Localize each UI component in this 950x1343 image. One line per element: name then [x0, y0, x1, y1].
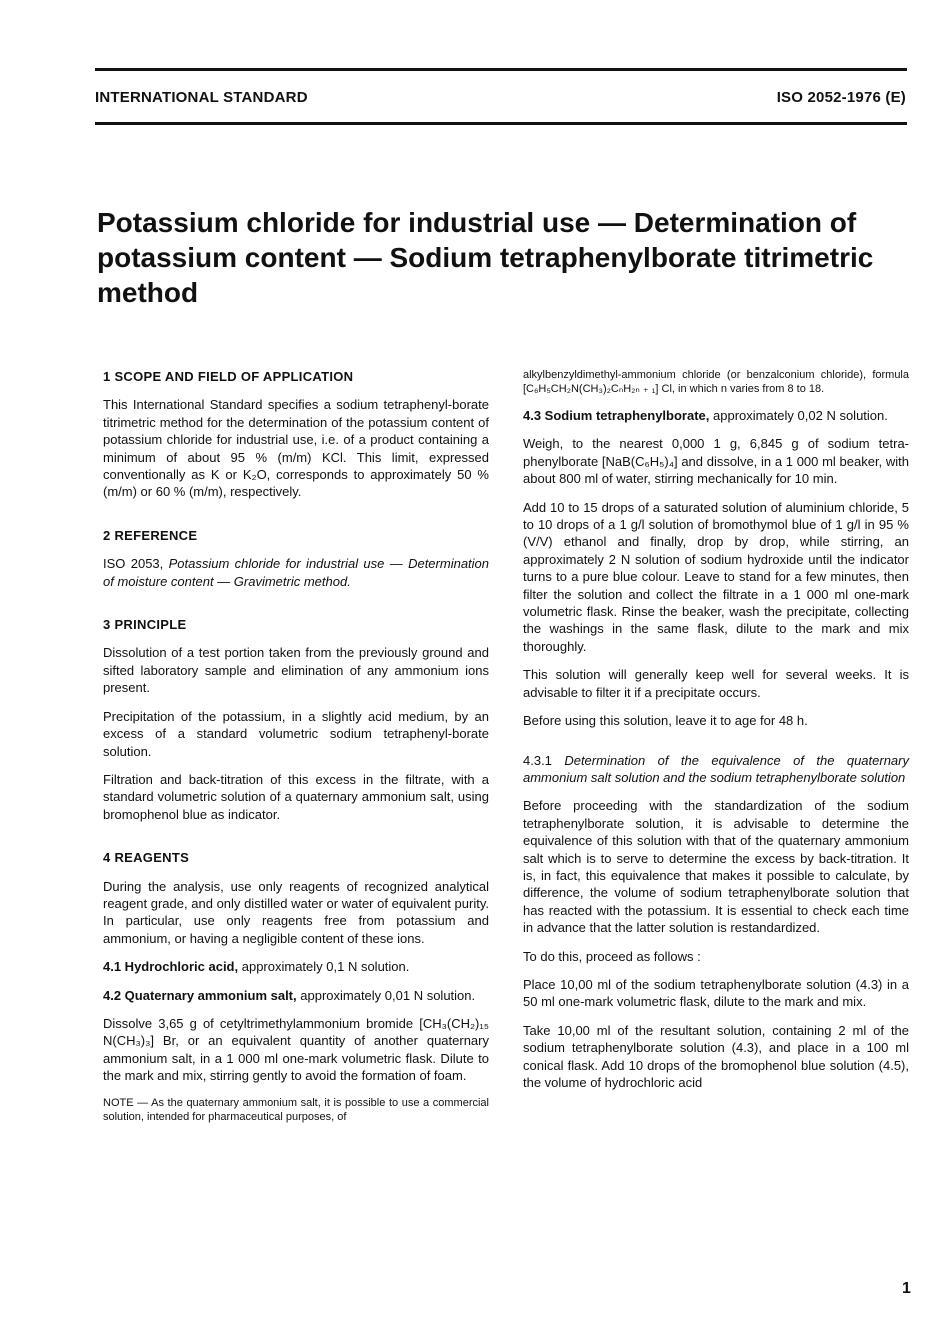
- section-heading-principle: 3 PRINCIPLE: [103, 617, 187, 633]
- left-column: [103, 368, 489, 1135]
- reagents-paragraph: During the analysis, use only reagents of recognized analytical reagent grade, and only distilled water or water of equivalent purity. In particular, use only reagents free from potassium and ammonium, or having a negligible content of these ions.: [103, 878, 489, 946]
- header-standard-label: INTERNATIONAL STANDARD: [95, 89, 308, 106]
- reference-code: ISO 2053,: [103, 556, 164, 572]
- reagent-4-2-text: approximately 0,01 N solution.: [300, 987, 476, 1003]
- section-heading-scope: 1 SCOPE AND FIELD OF APPLICATION: [103, 369, 354, 384]
- principle-paragraph-1: Dissolution of a test portion taken from the previously ground and sifted laboratory sample and elimination of any ammonium ions present.: [103, 645, 489, 696]
- top-rule: [95, 68, 907, 71]
- note-text: NOTE — As the quaternary ammonium salt, it is possible to use a commercial solution, intended for pharmaceutical purposes, of: [103, 1096, 489, 1123]
- reagent-4-1-text: approximately 0,1 N solution.: [241, 959, 410, 975]
- principle-paragraph-2: Precipitation of the potassium, in a slightly acid medium, by an excess of a standard volumetric sodium tetraphenyl-borate solution.: [103, 708, 489, 759]
- subsection-4-3-1-paragraph-1: Before proceeding with the standardization of the sodium tetraphenylborate solution, it is advisable to determine the equivalence of this solution with that of the quaternary ammonium salt which is to serve to determine the excess by back-titration. It is, in fact, this equivalence that makes it possible to calculate, by difference, the volume of sodium tetraphenylborate solution that has reacted with the potassium. It is essential to check each time in advance that the latter solution is restandardized.: [523, 798, 909, 936]
- header-standard-code: ISO 2052-1976 (E): [776, 89, 906, 106]
- reagent-4-1-label: 4.1 Hydrochloric acid,: [103, 959, 239, 975]
- reagent-4-3-paragraph-3: This solution will generally keep well for several weeks. It is advisable to filter it if a precipitate occurs.: [523, 667, 909, 700]
- note-continuation: alkylbenzyldimethyl-ammonium chloride (or benzalconium chloride), formula [C₆H₅CH₂N(CH₃)₂CₙH₂ₙ ₊ ₁] Cl, in which n varies from 8 to 18.: [523, 369, 909, 395]
- reagent-4-3-paragraph-2: Add 10 to 15 drops of a saturated solution of aluminium chloride, 5 to 10 drops of a 1 g/l solution of bromothymol blue of 1 g/l in 95 % (V/V) ethanol and finally, drop by drop, while stirring, an approximately 2 N solution of sodium hydroxide until the indicator turns to a pure blue colour. Leave to stand for a few minutes, then filter the solution and collect the filtrate in a 1 000 ml one-mark volumetric flask. Rinse the beaker, wash the precipitate, collecting the washings in the same flask, dilute to the mark and mix thoroughly.: [523, 499, 909, 654]
- subsection-4-3-1-paragraph-4: Take 10,00 ml of the resultant solution, containing 2 ml of the sodium tetraphenylborate solution (4.3), and place in a 100 ml conical flask. Add 10 drops of the bromophenol blue solution (4.5), the volume of hydrochloric acid: [523, 1022, 909, 1090]
- header-bottom-rule: [95, 122, 907, 125]
- reagent-4-3: [523, 407, 909, 424]
- reagent-4-3-paragraph-1: Weigh, to the nearest 0,000 1 g, 6,845 g of sodium tetra-phenylborate [NaB(C₆H₅)₄] and dissolve, in a 1 000 ml beaker, with about 800 ml of water, stirring mechanically for 10 min.: [523, 436, 909, 487]
- document-title: Potassium chloride for industrial use — Determination of potassium content — Sodium tetraphenylborate titrimetric method: [97, 207, 874, 308]
- principle-paragraph-3: Filtration and back-titration of this excess in the filtrate, with a standard volumetric solution of a quaternary ammonium salt, using bromophenol blue as indicator.: [103, 771, 489, 822]
- subsection-4-3-1-paragraph-3: Place 10,00 ml of the sodium tetraphenylborate solution (4.3) in a 50 ml one-mark volumetric flask, dilute to the mark and mix.: [523, 976, 909, 1010]
- section-heading-reagents: 4 REAGENTS: [103, 850, 190, 866]
- reference-title: Potassium chloride for industrial use — Determination of moisture content — Gravimetric method.: [103, 556, 490, 589]
- reagent-4-3-text: approximately 0,02 N solution.: [713, 408, 888, 423]
- subsection-4-3-1-number: 4.3.1: [523, 752, 552, 768]
- subsection-4-3-1-heading: [523, 752, 909, 787]
- section-heading-reference: 2 REFERENCE: [103, 527, 198, 543]
- right-column: [523, 368, 909, 1102]
- reagent-4-1: [103, 958, 489, 975]
- reagent-4-2-paragraph: Dissolve 3,65 g of cetyltrimethylammonium bromide [CH₃(CH₂)₁₅ N(CH₃)₃] Br, or an equivalent quantity of another quaternary ammonium salt, in a 1 000 ml one-mark volumetric flask. Dilute to the mark and mix, stirring gently to avoid the formation of foam.: [103, 1015, 489, 1084]
- subsection-4-3-1-title: Determination of the equivalence of the quaternary ammonium salt solution and the sodium tetraphenylborate solution: [523, 752, 909, 785]
- reagent-4-2-label: 4.2 Quaternary ammonium salt,: [103, 987, 297, 1003]
- reagent-4-3-label: 4.3 Sodium tetraphenylborate,: [523, 408, 710, 423]
- reagent-4-3-paragraph-4: Before using this solution, leave it to age for 48 h.: [523, 713, 808, 729]
- page-number: 1: [902, 1280, 911, 1297]
- reagent-4-2: [103, 987, 489, 1004]
- reference-paragraph: [103, 555, 489, 590]
- subsection-4-3-1-paragraph-2: To do this, proceed as follows :: [523, 948, 701, 964]
- scope-paragraph: This International Standard specifies a sodium tetraphenyl-borate titrimetric method for the determination of the potassium content of potassium chloride for industrial use, i.e. of a product containing a minimum of about 95 % (m/m) KCl. This limit, expressed conventionally as K or K₂O, corresponds to approximately 50 % (m/m) or 60 % (m/m), respectively.: [103, 397, 489, 500]
